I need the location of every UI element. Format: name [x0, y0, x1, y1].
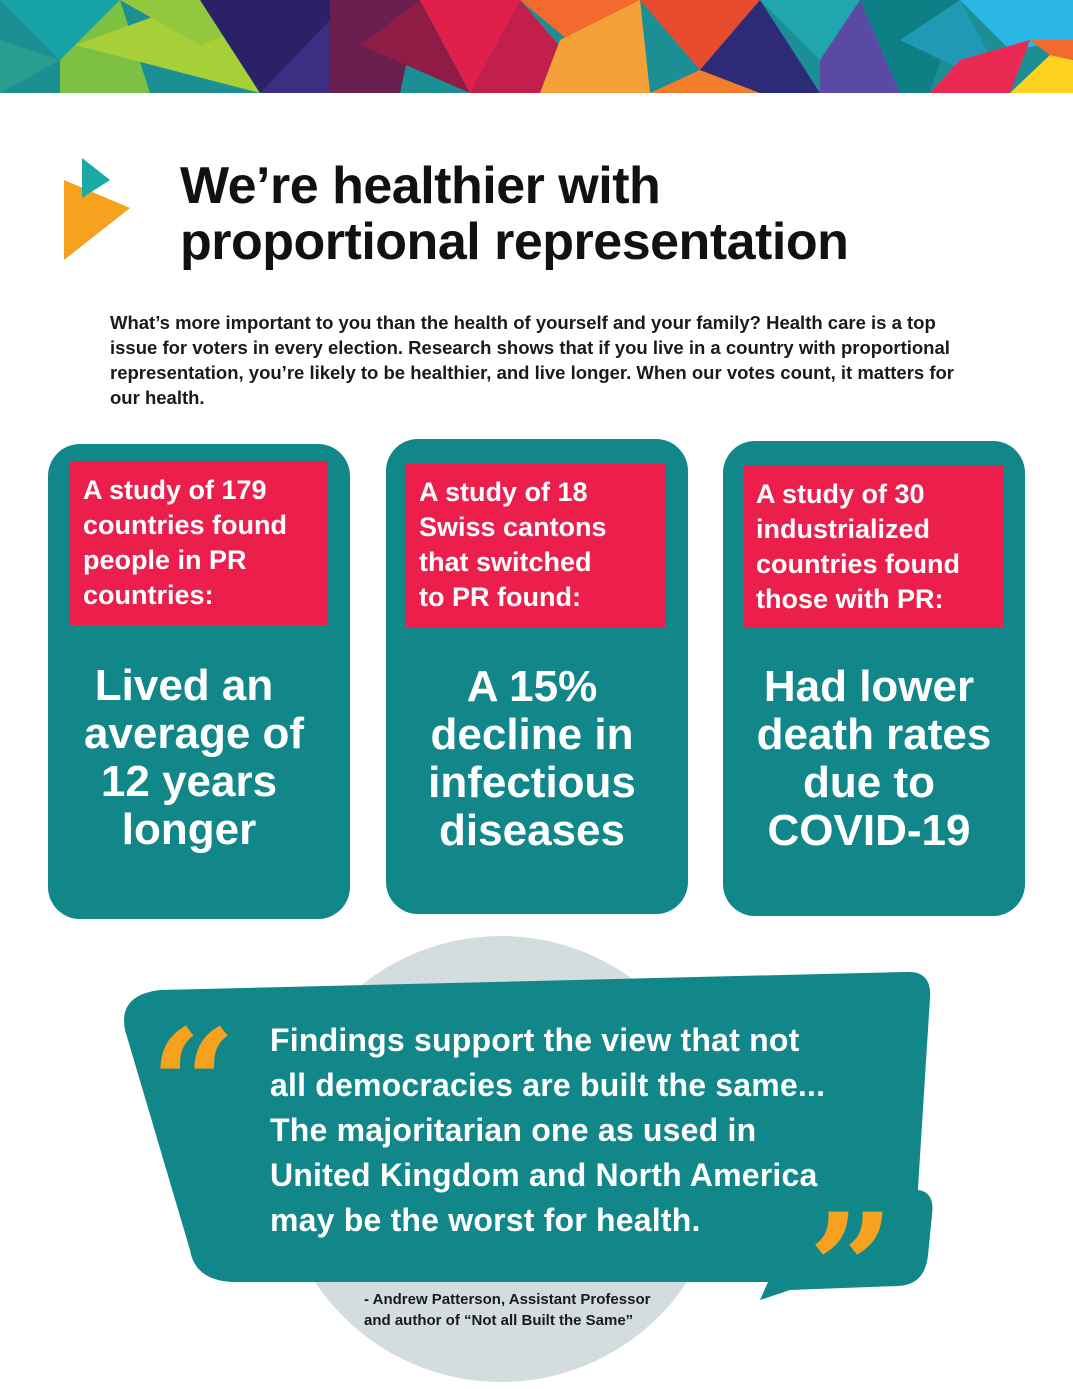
card-stat-line: due to — [803, 758, 935, 807]
open-quote-mark-icon: “ — [150, 997, 237, 1173]
quote-line: may be the worst for health. — [270, 1202, 701, 1238]
card-heading-line: people in PR — [83, 545, 247, 575]
card-heading-line: Swiss cantons — [419, 512, 607, 542]
quote-line: Findings support the view that not — [270, 1022, 800, 1058]
card-heading-line: countries: — [83, 580, 214, 610]
card-heading-line: that switched — [419, 547, 592, 577]
card-heading-line: countries found — [756, 549, 960, 579]
quote-attribution — [364, 1289, 650, 1331]
card-stat-line: decline in — [430, 710, 634, 759]
card-stat-line: A 15% — [466, 662, 598, 711]
attribution-line: and author of “Not all Built the Same” — [364, 1312, 634, 1329]
card-stat-line: longer — [121, 805, 257, 854]
card-stat-line: average of — [83, 709, 305, 758]
title-line-1: We’re healthier with — [180, 157, 661, 215]
card-heading-line: A study of 30 — [756, 479, 925, 509]
card-heading-line: countries found — [83, 510, 287, 540]
intro-paragraph: What’s more important to you than the health of yourself and your family? Health care is a top issue for voters in every election. Research shows that if you live in a country with proportional representation, you’re likely to be healthier, and live longer. When our votes count, it matters for our health. — [110, 312, 954, 408]
card-heading-line: to PR found: — [419, 582, 581, 612]
quote-line: The majoritarian one as used in — [270, 1112, 757, 1148]
card-stat-line: death rates — [756, 710, 992, 759]
quote-line: United Kingdom and North America — [270, 1157, 818, 1193]
title-line-2: proportional representation — [180, 213, 849, 271]
card-stat-line: infectious — [428, 758, 636, 807]
card-heading-line: A study of 18 — [419, 477, 588, 507]
card-stat-line: diseases — [439, 806, 625, 855]
quote-text — [270, 1018, 825, 1243]
card-heading-line: A study of 179 — [83, 475, 267, 505]
card-heading-line: industrialized — [756, 514, 931, 544]
quote-line: all democracies are built the same... — [270, 1067, 826, 1103]
close-quote-mark-icon: ” — [808, 1181, 895, 1357]
card-stat-line: Lived an — [94, 661, 274, 710]
card-stat-line: Had lower — [763, 662, 975, 711]
attribution-line: - Andrew Patterson, Assistant Professor — [364, 1291, 651, 1308]
card-stat-line: 12 years — [100, 757, 278, 806]
card-stat-line: COVID-19 — [767, 806, 971, 855]
card-heading-line: those with PR: — [756, 584, 944, 614]
